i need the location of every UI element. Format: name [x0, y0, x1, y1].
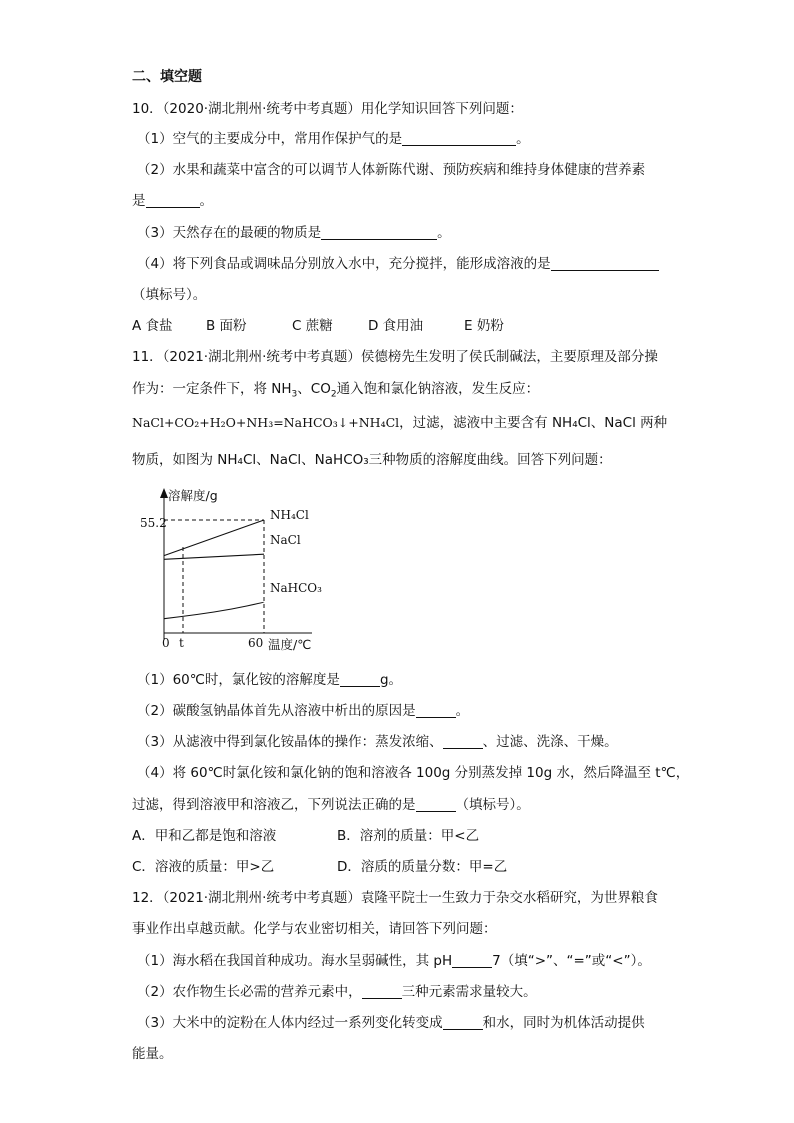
y-tick-55-2: 55.2 — [140, 516, 167, 530]
q11-part4: （4）将 60℃时氯化铵和氯化钠的饱和溶液各 100g 分别蒸发掉 10g 水，然后降温至 t℃， — [137, 765, 690, 781]
q11-part1: （1）60℃时，氯化铵的溶解度是 g。 — [137, 672, 403, 688]
x-tick-60: 60 — [248, 636, 264, 650]
q12-part3-cont: 能量。 — [132, 1046, 173, 1062]
q10-part2: （2）水果和蔬菜中富含的可以调节人体新陈代谢、预防疾病和维持身体健康的营养素 — [137, 162, 646, 178]
q10-part4: （4）将下列食品或调味品分别放入水中，充分搅拌，能形成溶液的是 — [137, 255, 659, 273]
option-c: C．溶液的质量：甲>乙 — [132, 859, 275, 875]
q11-part3: （3）从滤液中得到氯化铵晶体的操作：蒸发浓缩、 、过滤、洗涤、干燥。 — [137, 734, 618, 750]
q11-equation-line: NaCl+CO₂+H₂O+NH₃=NaHCO₃↓+NH₄Cl，过滤，滤液中主要含有 NH₄Cl、NaCl 两种 — [132, 415, 668, 431]
q12-part1: （1）海水稻在我国首种成功。海水呈弱碱性，其 pH 7（填“>”、“=”或“<”）。 — [137, 953, 651, 969]
option-a: A 食盐 — [132, 318, 173, 334]
option-b: B 面粉 — [206, 318, 247, 334]
option-b: B．溶剂的质量：甲<乙 — [337, 828, 480, 844]
x-tick-0: 0 — [162, 636, 170, 650]
option-a: A．甲和乙都是饱和溶液 — [132, 828, 277, 844]
curve-nacl — [164, 554, 264, 559]
q11-part2: （2）碳酸氢钠晶体首先从溶液中析出的原因是 。 — [137, 703, 470, 719]
q12-head-cont: 事业作出卓越贡献。化学与农业密切相关，请回答下列问题： — [132, 921, 497, 937]
curve-nahco3 — [164, 602, 264, 618]
q10-part3: （3）天然存在的最硬的物质是 。 — [137, 225, 451, 241]
label-nacl: NaCl — [270, 533, 301, 547]
q11-options-cd — [132, 858, 507, 876]
section-title: 二、填空题 — [132, 69, 202, 85]
q11-line4: 物质，如图为 NH₄Cl、NaCl、NaHCO₃三种物质的溶解度曲线。回答下列问题： — [132, 452, 612, 468]
option-d: D．溶质的质量分数：甲=乙 — [337, 859, 508, 875]
answer-blank[interactable] — [443, 734, 483, 749]
answer-blank[interactable] — [362, 984, 402, 999]
x-axis-label: 温度/℃ — [268, 637, 312, 652]
answer-blank[interactable] — [340, 672, 380, 687]
option-d: D 食用油 — [368, 318, 424, 334]
q11-head-cont: 作为：一定条件下，将 $NH_3$、$CO_2$通入饱和氯化钠溶液，发生反应： — [132, 381, 540, 400]
answer-blank[interactable] — [452, 953, 492, 968]
q11-options-ab — [132, 827, 479, 845]
answer-blank[interactable] — [443, 1015, 483, 1030]
y-axis-label: 溶解度/g — [168, 488, 218, 503]
label-nh4cl: NH₄Cl — [270, 508, 309, 522]
option-c: C 蔗糖 — [292, 318, 333, 334]
q12-head: 12．（2021·湖北荆州·统考中考真题）袁隆平院士一生致力于杂交水稻研究，为世界粮食 — [132, 890, 658, 906]
q10-part4-cont: （填标号）。 — [132, 287, 207, 303]
chemical-equation: NaCl+CO₂+H₂O+NH₃=NaHCO₃↓+NH₄Cl — [132, 415, 400, 430]
q10-head: 10．（2020·湖北荆州·统考中考真题）用化学知识回答下列问题： — [132, 101, 523, 117]
q11-head: 11．（2021·湖北荆州·统考中考真题）侯德榜先生发明了侯氏制碱法，主要原理及部分操 — [132, 349, 658, 365]
x-tick-t: t — [179, 636, 184, 650]
option-e: E 奶粉 — [464, 318, 504, 334]
q12-part2: （2）农作物生长必需的营养元素中， 三种元素需求量较大。 — [137, 984, 537, 1000]
q10-part1: （1）空气的主要成分中，常用作保护气的是 。 — [137, 131, 530, 147]
q11-part4-cont: 过滤，得到溶液甲和溶液乙，下列说法正确的是 （填标号）。 — [132, 797, 530, 813]
answer-blank[interactable] — [416, 797, 456, 812]
answer-blank[interactable] — [416, 703, 456, 718]
label-nahco3: NaHCO₃ — [270, 581, 322, 595]
curve-nh4cl — [164, 520, 264, 556]
q12-part3: （3）大米中的淀粉在人体内经过一系列变化转变成 和水，同时为机体活动提供 — [137, 1015, 645, 1031]
q10-part2-cont: 是 。 — [132, 193, 213, 209]
y-axis-arrow — [160, 488, 168, 498]
